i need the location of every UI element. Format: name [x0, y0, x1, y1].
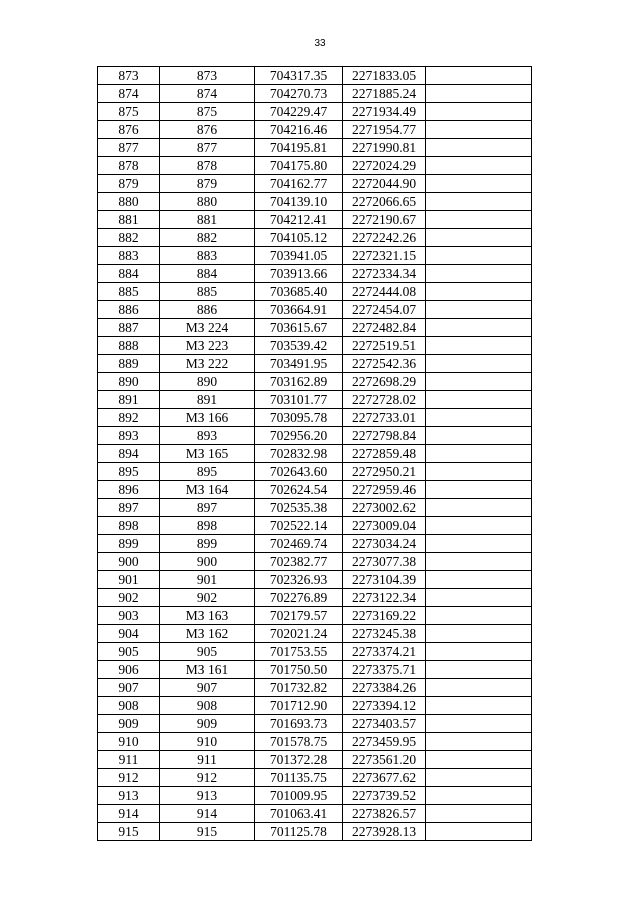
- table-row: [98, 247, 532, 265]
- point-id-cell: 890: [160, 373, 255, 391]
- y-coordinate-cell: 2272024.29: [343, 157, 426, 175]
- page-number: 33: [314, 38, 326, 49]
- table-row: [98, 337, 532, 355]
- row-number-cell: 910: [98, 733, 160, 751]
- row-number-cell: 900: [98, 553, 160, 571]
- empty-cell: [426, 697, 532, 715]
- point-id-cell: 907: [160, 679, 255, 697]
- x-coordinate-cell: 703162.89: [255, 373, 343, 391]
- y-coordinate-cell: 2271934.49: [343, 103, 426, 121]
- row-number-cell: 903: [98, 607, 160, 625]
- row-number-cell: 909: [98, 715, 160, 733]
- empty-cell: [426, 391, 532, 409]
- y-coordinate-cell: 2272044.90: [343, 175, 426, 193]
- y-coordinate-cell: 2272519.51: [343, 337, 426, 355]
- empty-cell: [426, 67, 532, 85]
- y-coordinate-cell: 2272066.65: [343, 193, 426, 211]
- y-coordinate-cell: 2273374.21: [343, 643, 426, 661]
- empty-cell: [426, 247, 532, 265]
- row-number-cell: 899: [98, 535, 160, 553]
- x-coordinate-cell: 701125.78: [255, 823, 343, 841]
- table-row: [98, 679, 532, 697]
- x-coordinate-cell: 702021.24: [255, 625, 343, 643]
- table-row: [98, 391, 532, 409]
- table-row: [98, 121, 532, 139]
- y-coordinate-cell: 2273375.71: [343, 661, 426, 679]
- row-number-cell: 907: [98, 679, 160, 697]
- point-id-cell: МЗ 165: [160, 445, 255, 463]
- row-number-cell: 887: [98, 319, 160, 337]
- table-row: [98, 175, 532, 193]
- x-coordinate-cell: 704162.77: [255, 175, 343, 193]
- row-number-cell: 894: [98, 445, 160, 463]
- row-number-cell: 908: [98, 697, 160, 715]
- empty-cell: [426, 463, 532, 481]
- row-number-cell: 875: [98, 103, 160, 121]
- table-row: [98, 661, 532, 679]
- point-id-cell: 911: [160, 751, 255, 769]
- y-coordinate-cell: 2272959.46: [343, 481, 426, 499]
- x-coordinate-cell: 702326.93: [255, 571, 343, 589]
- point-id-cell: МЗ 224: [160, 319, 255, 337]
- empty-cell: [426, 409, 532, 427]
- row-number-cell: 884: [98, 265, 160, 283]
- point-id-cell: 908: [160, 697, 255, 715]
- table-row: [98, 805, 532, 823]
- table-row: [98, 193, 532, 211]
- y-coordinate-cell: 2271954.77: [343, 121, 426, 139]
- x-coordinate-cell: 701712.90: [255, 697, 343, 715]
- x-coordinate-cell: 701009.95: [255, 787, 343, 805]
- x-coordinate-cell: 704105.12: [255, 229, 343, 247]
- x-coordinate-cell: 703941.05: [255, 247, 343, 265]
- point-id-cell: 875: [160, 103, 255, 121]
- table-row: [98, 373, 532, 391]
- coordinates-table-body: [98, 67, 532, 841]
- x-coordinate-cell: 701753.55: [255, 643, 343, 661]
- table-row: [98, 283, 532, 301]
- y-coordinate-cell: 2272454.07: [343, 301, 426, 319]
- row-number-cell: 886: [98, 301, 160, 319]
- point-id-cell: 880: [160, 193, 255, 211]
- y-coordinate-cell: 2271885.24: [343, 85, 426, 103]
- empty-cell: [426, 769, 532, 787]
- empty-cell: [426, 751, 532, 769]
- table-row: [98, 535, 532, 553]
- empty-cell: [426, 715, 532, 733]
- table-row: [98, 499, 532, 517]
- point-id-cell: 878: [160, 157, 255, 175]
- table-row: [98, 697, 532, 715]
- coordinates-table: [97, 66, 532, 841]
- row-number-cell: 874: [98, 85, 160, 103]
- table-row: [98, 625, 532, 643]
- table-row: [98, 355, 532, 373]
- x-coordinate-cell: 702535.38: [255, 499, 343, 517]
- empty-cell: [426, 355, 532, 373]
- y-coordinate-cell: 2273245.38: [343, 625, 426, 643]
- point-id-cell: 900: [160, 553, 255, 571]
- point-id-cell: 897: [160, 499, 255, 517]
- row-number-cell: 889: [98, 355, 160, 373]
- point-id-cell: МЗ 223: [160, 337, 255, 355]
- row-number-cell: 888: [98, 337, 160, 355]
- point-id-cell: МЗ 222: [160, 355, 255, 373]
- empty-cell: [426, 805, 532, 823]
- point-id-cell: МЗ 161: [160, 661, 255, 679]
- table-row: [98, 643, 532, 661]
- empty-cell: [426, 193, 532, 211]
- point-id-cell: 873: [160, 67, 255, 85]
- y-coordinate-cell: 2273077.38: [343, 553, 426, 571]
- table-row: [98, 769, 532, 787]
- row-number-cell: 911: [98, 751, 160, 769]
- y-coordinate-cell: 2273122.34: [343, 589, 426, 607]
- y-coordinate-cell: 2272444.08: [343, 283, 426, 301]
- y-coordinate-cell: 2272950.21: [343, 463, 426, 481]
- empty-cell: [426, 301, 532, 319]
- table-row: [98, 571, 532, 589]
- table-row: [98, 445, 532, 463]
- table-row: [98, 589, 532, 607]
- row-number-cell: 902: [98, 589, 160, 607]
- x-coordinate-cell: 703491.95: [255, 355, 343, 373]
- point-id-cell: 891: [160, 391, 255, 409]
- point-id-cell: 882: [160, 229, 255, 247]
- empty-cell: [426, 661, 532, 679]
- x-coordinate-cell: 704139.10: [255, 193, 343, 211]
- point-id-cell: 879: [160, 175, 255, 193]
- y-coordinate-cell: 2273169.22: [343, 607, 426, 625]
- table-row: [98, 211, 532, 229]
- table-row: [98, 265, 532, 283]
- x-coordinate-cell: 703615.67: [255, 319, 343, 337]
- point-id-cell: 884: [160, 265, 255, 283]
- point-id-cell: 914: [160, 805, 255, 823]
- point-id-cell: 876: [160, 121, 255, 139]
- empty-cell: [426, 337, 532, 355]
- x-coordinate-cell: 703913.66: [255, 265, 343, 283]
- empty-cell: [426, 319, 532, 337]
- point-id-cell: 886: [160, 301, 255, 319]
- point-id-cell: 883: [160, 247, 255, 265]
- row-number-cell: 881: [98, 211, 160, 229]
- y-coordinate-cell: 2272859.48: [343, 445, 426, 463]
- row-number-cell: 892: [98, 409, 160, 427]
- empty-cell: [426, 481, 532, 499]
- empty-cell: [426, 625, 532, 643]
- y-coordinate-cell: 2271833.05: [343, 67, 426, 85]
- table-row: [98, 157, 532, 175]
- x-coordinate-cell: 704270.73: [255, 85, 343, 103]
- x-coordinate-cell: 703664.91: [255, 301, 343, 319]
- empty-cell: [426, 499, 532, 517]
- point-id-cell: 901: [160, 571, 255, 589]
- y-coordinate-cell: 2272798.84: [343, 427, 426, 445]
- y-coordinate-cell: 2273104.39: [343, 571, 426, 589]
- empty-cell: [426, 517, 532, 535]
- point-id-cell: 893: [160, 427, 255, 445]
- y-coordinate-cell: 2272190.67: [343, 211, 426, 229]
- empty-cell: [426, 535, 532, 553]
- x-coordinate-cell: 701750.50: [255, 661, 343, 679]
- row-number-cell: 877: [98, 139, 160, 157]
- x-coordinate-cell: 702469.74: [255, 535, 343, 553]
- x-coordinate-cell: 703101.77: [255, 391, 343, 409]
- row-number-cell: 885: [98, 283, 160, 301]
- point-id-cell: 910: [160, 733, 255, 751]
- empty-cell: [426, 679, 532, 697]
- row-number-cell: 880: [98, 193, 160, 211]
- x-coordinate-cell: 701135.75: [255, 769, 343, 787]
- row-number-cell: 901: [98, 571, 160, 589]
- x-coordinate-cell: 703539.42: [255, 337, 343, 355]
- x-coordinate-cell: 704175.80: [255, 157, 343, 175]
- row-number-cell: 913: [98, 787, 160, 805]
- x-coordinate-cell: 702522.14: [255, 517, 343, 535]
- y-coordinate-cell: 2273677.62: [343, 769, 426, 787]
- x-coordinate-cell: 701578.75: [255, 733, 343, 751]
- row-number-cell: 896: [98, 481, 160, 499]
- y-coordinate-cell: 2272321.15: [343, 247, 426, 265]
- row-number-cell: 897: [98, 499, 160, 517]
- empty-cell: [426, 211, 532, 229]
- y-coordinate-cell: 2272733.01: [343, 409, 426, 427]
- table-row: [98, 751, 532, 769]
- table-row: [98, 427, 532, 445]
- x-coordinate-cell: 704216.46: [255, 121, 343, 139]
- x-coordinate-cell: 703685.40: [255, 283, 343, 301]
- row-number-cell: 883: [98, 247, 160, 265]
- x-coordinate-cell: 702276.89: [255, 589, 343, 607]
- empty-cell: [426, 553, 532, 571]
- y-coordinate-cell: 2272728.02: [343, 391, 426, 409]
- x-coordinate-cell: 702956.20: [255, 427, 343, 445]
- x-coordinate-cell: 704212.41: [255, 211, 343, 229]
- y-coordinate-cell: 2273002.62: [343, 499, 426, 517]
- y-coordinate-cell: 2273826.57: [343, 805, 426, 823]
- x-coordinate-cell: 704229.47: [255, 103, 343, 121]
- point-id-cell: 877: [160, 139, 255, 157]
- point-id-cell: 895: [160, 463, 255, 481]
- empty-cell: [426, 733, 532, 751]
- empty-cell: [426, 85, 532, 103]
- x-coordinate-cell: 704317.35: [255, 67, 343, 85]
- table-row: [98, 787, 532, 805]
- empty-cell: [426, 607, 532, 625]
- table-row: [98, 607, 532, 625]
- table-row: [98, 67, 532, 85]
- row-number-cell: 898: [98, 517, 160, 535]
- table-row: [98, 463, 532, 481]
- row-number-cell: 882: [98, 229, 160, 247]
- y-coordinate-cell: 2273009.04: [343, 517, 426, 535]
- y-coordinate-cell: 2273739.52: [343, 787, 426, 805]
- y-coordinate-cell: 2272542.36: [343, 355, 426, 373]
- x-coordinate-cell: 701372.28: [255, 751, 343, 769]
- empty-cell: [426, 823, 532, 841]
- table-row: [98, 229, 532, 247]
- row-number-cell: 879: [98, 175, 160, 193]
- point-id-cell: 912: [160, 769, 255, 787]
- empty-cell: [426, 283, 532, 301]
- empty-cell: [426, 589, 532, 607]
- table-row: [98, 733, 532, 751]
- y-coordinate-cell: 2273384.26: [343, 679, 426, 697]
- table-row: [98, 823, 532, 841]
- row-number-cell: 914: [98, 805, 160, 823]
- row-number-cell: 906: [98, 661, 160, 679]
- point-id-cell: 899: [160, 535, 255, 553]
- table-row: [98, 481, 532, 499]
- x-coordinate-cell: 702643.60: [255, 463, 343, 481]
- y-coordinate-cell: 2273403.57: [343, 715, 426, 733]
- x-coordinate-cell: 704195.81: [255, 139, 343, 157]
- point-id-cell: 909: [160, 715, 255, 733]
- x-coordinate-cell: 702832.98: [255, 445, 343, 463]
- x-coordinate-cell: 701063.41: [255, 805, 343, 823]
- row-number-cell: 904: [98, 625, 160, 643]
- row-number-cell: 873: [98, 67, 160, 85]
- table-row: [98, 409, 532, 427]
- empty-cell: [426, 103, 532, 121]
- table-row: [98, 301, 532, 319]
- point-id-cell: 902: [160, 589, 255, 607]
- table-row: [98, 85, 532, 103]
- table-row: [98, 103, 532, 121]
- point-id-cell: 898: [160, 517, 255, 535]
- empty-cell: [426, 175, 532, 193]
- row-number-cell: 891: [98, 391, 160, 409]
- empty-cell: [426, 445, 532, 463]
- row-number-cell: 876: [98, 121, 160, 139]
- table-row: [98, 715, 532, 733]
- point-id-cell: 915: [160, 823, 255, 841]
- y-coordinate-cell: 2273034.24: [343, 535, 426, 553]
- empty-cell: [426, 139, 532, 157]
- y-coordinate-cell: 2271990.81: [343, 139, 426, 157]
- empty-cell: [426, 643, 532, 661]
- row-number-cell: 890: [98, 373, 160, 391]
- y-coordinate-cell: 2273459.95: [343, 733, 426, 751]
- row-number-cell: 905: [98, 643, 160, 661]
- row-number-cell: 912: [98, 769, 160, 787]
- y-coordinate-cell: 2272242.26: [343, 229, 426, 247]
- empty-cell: [426, 121, 532, 139]
- y-coordinate-cell: 2273394.12: [343, 697, 426, 715]
- empty-cell: [426, 265, 532, 283]
- table-row: [98, 517, 532, 535]
- point-id-cell: 905: [160, 643, 255, 661]
- empty-cell: [426, 373, 532, 391]
- point-id-cell: МЗ 162: [160, 625, 255, 643]
- empty-cell: [426, 571, 532, 589]
- empty-cell: [426, 787, 532, 805]
- point-id-cell: МЗ 163: [160, 607, 255, 625]
- x-coordinate-cell: 701693.73: [255, 715, 343, 733]
- row-number-cell: 893: [98, 427, 160, 445]
- row-number-cell: 878: [98, 157, 160, 175]
- point-id-cell: 881: [160, 211, 255, 229]
- x-coordinate-cell: 703095.78: [255, 409, 343, 427]
- x-coordinate-cell: 702382.77: [255, 553, 343, 571]
- row-number-cell: 915: [98, 823, 160, 841]
- x-coordinate-cell: 702179.57: [255, 607, 343, 625]
- point-id-cell: 874: [160, 85, 255, 103]
- y-coordinate-cell: 2273928.13: [343, 823, 426, 841]
- table-row: [98, 139, 532, 157]
- point-id-cell: МЗ 164: [160, 481, 255, 499]
- y-coordinate-cell: 2273561.20: [343, 751, 426, 769]
- x-coordinate-cell: 701732.82: [255, 679, 343, 697]
- point-id-cell: 885: [160, 283, 255, 301]
- point-id-cell: 913: [160, 787, 255, 805]
- table-row: [98, 319, 532, 337]
- y-coordinate-cell: 2272482.84: [343, 319, 426, 337]
- point-id-cell: МЗ 166: [160, 409, 255, 427]
- empty-cell: [426, 229, 532, 247]
- y-coordinate-cell: 2272698.29: [343, 373, 426, 391]
- x-coordinate-cell: 702624.54: [255, 481, 343, 499]
- row-number-cell: 895: [98, 463, 160, 481]
- empty-cell: [426, 157, 532, 175]
- empty-cell: [426, 427, 532, 445]
- y-coordinate-cell: 2272334.34: [343, 265, 426, 283]
- table-row: [98, 553, 532, 571]
